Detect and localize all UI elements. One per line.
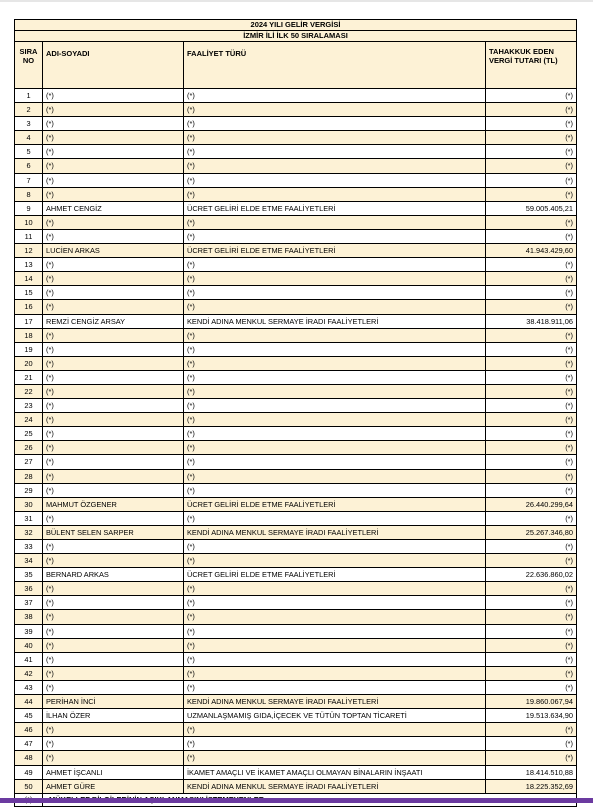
row-amount: (*) <box>565 598 573 608</box>
row-name: (*) <box>43 554 184 567</box>
row-name: (*) <box>43 89 184 102</box>
row-no: 12 <box>15 244 43 257</box>
row-no: 22 <box>15 385 43 398</box>
table-row <box>15 695 576 709</box>
row-no: 10 <box>15 216 43 229</box>
table-row <box>15 300 576 314</box>
row-no: 37 <box>15 596 43 609</box>
row-amount: (*) <box>565 161 573 171</box>
row-activity: (*) <box>184 159 486 172</box>
row-activity: (*) <box>184 329 486 342</box>
row-amount: (*) <box>565 753 573 763</box>
row-activity: (*) <box>184 286 486 299</box>
row-no: 30 <box>15 498 43 511</box>
row-amount: (*) <box>565 401 573 411</box>
table-header-row <box>15 42 576 89</box>
table-row <box>15 455 576 469</box>
row-activity: KENDİ ADINA MENKUL SERMAYE İRADI FAALİYETLERİ <box>184 526 486 539</box>
row-activity: (*) <box>184 540 486 553</box>
row-activity: (*) <box>184 103 486 116</box>
table-row <box>15 625 576 639</box>
row-name: LUCİEN ARKAS <box>43 244 184 257</box>
row-activity: (*) <box>184 216 486 229</box>
table-row <box>15 723 576 737</box>
row-no: 42 <box>15 667 43 680</box>
row-activity: (*) <box>184 484 486 497</box>
row-no: 48 <box>15 751 43 764</box>
row-amount: (*) <box>565 133 573 143</box>
row-amount: (*) <box>565 372 573 382</box>
row-name: AHMET CENGİZ <box>43 202 184 215</box>
row-no: 8 <box>15 188 43 201</box>
row-activity: KENDİ ADINA MENKUL SERMAYE İRADI FAALİYETLERİ <box>184 315 486 328</box>
row-name: (*) <box>43 300 184 313</box>
row-activity: (*) <box>184 188 486 201</box>
row-name: (*) <box>43 286 184 299</box>
row-no: 33 <box>15 540 43 553</box>
row-no: 25 <box>15 427 43 440</box>
header-vergi-tutari: TAHAKKUK EDEN VERGİ TUTARI (TL) <box>489 47 558 65</box>
row-no: 11 <box>15 230 43 243</box>
row-activity: (*) <box>184 230 486 243</box>
row-no: 6 <box>15 159 43 172</box>
table-row <box>15 667 576 681</box>
row-name: (*) <box>43 639 184 652</box>
row-no: 49 <box>15 766 43 779</box>
row-name: (*) <box>43 258 184 271</box>
row-name: (*) <box>43 667 184 680</box>
header-faaliyet-turu: FAALİYET TÜRÜ <box>184 42 486 88</box>
row-activity: (*) <box>184 117 486 130</box>
row-amount: (*) <box>565 415 573 425</box>
row-no: 35 <box>15 568 43 581</box>
row-amount: (*) <box>565 612 573 622</box>
row-name: (*) <box>43 188 184 201</box>
row-name: PERİHAN İNCİ <box>43 695 184 708</box>
row-name: AHMET GÜRE <box>43 780 184 793</box>
row-no: 23 <box>15 399 43 412</box>
row-activity: (*) <box>184 751 486 764</box>
row-name: (*) <box>43 484 184 497</box>
row-amount: (*) <box>565 542 573 551</box>
row-amount: (*) <box>565 668 573 678</box>
row-activity: (*) <box>184 723 486 736</box>
row-name: (*) <box>43 610 184 623</box>
row-activity: (*) <box>184 399 486 412</box>
table-row <box>15 258 576 272</box>
row-amount: (*) <box>565 147 573 157</box>
table-subtitle: İZMİR İLİ İLK 50 SIRALAMASI <box>15 31 576 42</box>
row-name: MAHMUT ÖZGENER <box>43 498 184 511</box>
table-row <box>15 751 576 765</box>
row-name: (*) <box>43 751 184 764</box>
row-name: (*) <box>43 117 184 130</box>
row-no: 16 <box>15 300 43 313</box>
table-row <box>15 470 576 484</box>
row-name: BERNARD ARKAS <box>43 568 184 581</box>
row-no: 17 <box>15 315 43 328</box>
row-no: 27 <box>15 455 43 468</box>
row-amount: 38.418.911,06 <box>526 316 573 326</box>
row-no: 28 <box>15 470 43 483</box>
row-activity: (*) <box>184 343 486 356</box>
row-activity: (*) <box>184 385 486 398</box>
row-no: 26 <box>15 441 43 454</box>
row-activity: (*) <box>184 174 486 187</box>
row-no: 38 <box>15 610 43 623</box>
row-name: (*) <box>43 145 184 158</box>
row-no: 50 <box>15 780 43 793</box>
table-row <box>15 441 576 455</box>
table-row <box>15 681 576 695</box>
row-name: (*) <box>43 540 184 553</box>
row-name: (*) <box>43 385 184 398</box>
row-amount: (*) <box>565 358 573 368</box>
row-amount: 26.440.299,64 <box>525 499 573 509</box>
row-activity: (*) <box>184 413 486 426</box>
row-no: 32 <box>15 526 43 539</box>
row-no: 46 <box>15 723 43 736</box>
row-name: (*) <box>43 455 184 468</box>
header-sira-no: SIRA NO <box>15 42 43 88</box>
table-row <box>15 427 576 441</box>
row-amount: (*) <box>565 443 573 453</box>
row-activity: (*) <box>184 371 486 384</box>
row-activity: (*) <box>184 667 486 680</box>
table-row <box>15 737 576 751</box>
row-activity: (*) <box>184 470 486 483</box>
table-row <box>15 413 576 427</box>
row-no: 13 <box>15 258 43 271</box>
row-amount: (*) <box>565 288 573 298</box>
table-row <box>15 145 576 159</box>
table-row <box>15 610 576 624</box>
row-no: 41 <box>15 653 43 666</box>
row-activity: (*) <box>184 681 486 694</box>
row-no: 24 <box>15 413 43 426</box>
table-row <box>15 371 576 385</box>
row-no: 44 <box>15 695 43 708</box>
table-row <box>15 498 576 512</box>
row-amount: (*) <box>565 485 573 495</box>
row-name: (*) <box>43 371 184 384</box>
row-name: (*) <box>43 159 184 172</box>
table-row <box>15 568 576 582</box>
row-activity: ÜCRET GELİRİ ELDE ETME FAALİYETLERİ <box>184 568 486 581</box>
table-row <box>15 540 576 554</box>
row-name: (*) <box>43 230 184 243</box>
row-activity: (*) <box>184 272 486 285</box>
table-row <box>15 766 576 780</box>
row-name: (*) <box>43 131 184 144</box>
row-no: 3 <box>15 117 43 130</box>
row-activity: (*) <box>184 89 486 102</box>
row-amount: (*) <box>565 471 573 481</box>
row-name: (*) <box>43 596 184 609</box>
table-row <box>15 512 576 526</box>
row-no: 15 <box>15 286 43 299</box>
row-amount: 25.267.346,80 <box>525 527 573 537</box>
row-amount: (*) <box>565 231 573 241</box>
row-name: İLHAN ÖZER <box>43 709 184 722</box>
row-name: (*) <box>43 399 184 412</box>
row-name: (*) <box>43 103 184 116</box>
row-amount: (*) <box>565 105 573 115</box>
row-name: (*) <box>43 737 184 750</box>
row-no: 34 <box>15 554 43 567</box>
row-amount: (*) <box>565 91 573 100</box>
row-activity: (*) <box>184 625 486 638</box>
table-row <box>15 639 576 653</box>
table-row <box>15 709 576 723</box>
row-activity: (*) <box>184 357 486 370</box>
table-row <box>15 526 576 540</box>
row-no: 36 <box>15 582 43 595</box>
row-name: (*) <box>43 174 184 187</box>
row-no: 40 <box>15 639 43 652</box>
row-name: (*) <box>43 681 184 694</box>
row-no: 29 <box>15 484 43 497</box>
table-row <box>15 131 576 145</box>
row-activity: (*) <box>184 639 486 652</box>
row-no: 31 <box>15 512 43 525</box>
table-row <box>15 554 576 568</box>
row-amount: (*) <box>565 513 573 523</box>
row-amount: 18.414.510,88 <box>525 767 573 777</box>
table-row <box>15 357 576 371</box>
table-title: 2024 YILI GELİR VERGİSİ <box>15 20 576 31</box>
row-amount: (*) <box>565 725 573 735</box>
row-activity: (*) <box>184 610 486 623</box>
table-body <box>15 89 576 794</box>
row-amount: 41.943.429,60 <box>525 246 573 256</box>
row-no: 47 <box>15 737 43 750</box>
row-amount: 19.860.067,94 <box>525 697 573 707</box>
table-row <box>15 244 576 258</box>
row-activity: ÜCRET GELİRİ ELDE ETME FAALİYETLERİ <box>184 498 486 511</box>
table-row <box>15 202 576 216</box>
row-name: (*) <box>43 343 184 356</box>
row-activity: (*) <box>184 596 486 609</box>
row-amount: (*) <box>565 556 573 566</box>
row-amount: (*) <box>565 739 573 749</box>
row-no: 21 <box>15 371 43 384</box>
table-row <box>15 188 576 202</box>
row-name: BÜLENT SELEN SARPER <box>43 526 184 539</box>
row-amount: 22.636.860,02 <box>525 570 573 580</box>
top-edge <box>0 0 593 2</box>
row-activity: (*) <box>184 258 486 271</box>
row-amount: (*) <box>565 386 573 396</box>
row-no: 1 <box>15 89 43 102</box>
row-amount: (*) <box>565 302 573 312</box>
row-activity: (*) <box>184 582 486 595</box>
row-amount: 59.005.405,21 <box>525 203 573 213</box>
row-amount: (*) <box>565 584 573 594</box>
row-no: 18 <box>15 329 43 342</box>
table-row <box>15 216 576 230</box>
table-row <box>15 89 576 103</box>
row-amount: 18.225.352,69 <box>525 781 573 791</box>
table-row <box>15 315 576 329</box>
row-name: AHMET İŞCANLI <box>43 766 184 779</box>
viewer-bottom-bar <box>0 798 593 803</box>
row-activity: KENDİ ADINA MENKUL SERMAYE İRADI FAALİYETLERİ <box>184 695 486 708</box>
header-adi-soyadi: ADI-SOYADI <box>43 42 184 88</box>
row-activity: (*) <box>184 455 486 468</box>
row-amount: (*) <box>565 217 573 227</box>
table-row <box>15 272 576 286</box>
row-activity: ÜCRET GELİRİ ELDE ETME FAALİYETLERİ <box>184 244 486 257</box>
row-no: 9 <box>15 202 43 215</box>
tax-ranking-table <box>14 19 577 807</box>
row-activity: (*) <box>184 441 486 454</box>
row-no: 14 <box>15 272 43 285</box>
row-amount: (*) <box>565 175 573 185</box>
table-row <box>15 343 576 357</box>
row-no: 2 <box>15 103 43 116</box>
row-name: (*) <box>43 723 184 736</box>
table-row <box>15 399 576 413</box>
row-amount: (*) <box>565 682 573 692</box>
row-name: (*) <box>43 272 184 285</box>
row-amount: (*) <box>565 457 573 467</box>
row-amount: (*) <box>565 640 573 650</box>
row-amount: (*) <box>565 189 573 199</box>
table-row <box>15 286 576 300</box>
row-activity: (*) <box>184 300 486 313</box>
row-amount: (*) <box>565 626 573 636</box>
row-activity: (*) <box>184 554 486 567</box>
table-row <box>15 174 576 188</box>
table-row <box>15 596 576 610</box>
row-name: (*) <box>43 216 184 229</box>
row-activity: (*) <box>184 512 486 525</box>
row-name: (*) <box>43 329 184 342</box>
row-name: (*) <box>43 357 184 370</box>
row-no: 20 <box>15 357 43 370</box>
row-name: (*) <box>43 413 184 426</box>
row-name: (*) <box>43 512 184 525</box>
table-row <box>15 329 576 343</box>
row-activity: İKAMET AMAÇLI VE İKAMET AMAÇLI OLMAYAN BİNALARIN İNŞAATI <box>184 766 486 779</box>
row-no: 4 <box>15 131 43 144</box>
row-no: 39 <box>15 625 43 638</box>
row-amount: (*) <box>565 344 573 354</box>
table-row <box>15 780 576 794</box>
row-name: (*) <box>43 653 184 666</box>
row-activity: ÜCRET GELİRİ ELDE ETME FAALİYETLERİ <box>184 202 486 215</box>
row-no: 45 <box>15 709 43 722</box>
row-activity: UZMANLAŞMAMIŞ GIDA,İÇECEK VE TÜTÜN TOPTAN TİCARETİ <box>184 709 486 722</box>
table-row <box>15 582 576 596</box>
row-amount: (*) <box>565 429 573 439</box>
row-activity: (*) <box>184 737 486 750</box>
table-row <box>15 484 576 498</box>
row-amount: 19.513.634,90 <box>525 711 573 721</box>
row-name: REMZİ CENGİZ ARSAY <box>43 315 184 328</box>
row-name: (*) <box>43 427 184 440</box>
row-no: 5 <box>15 145 43 158</box>
table-row <box>15 653 576 667</box>
row-amount: (*) <box>565 654 573 664</box>
row-amount: (*) <box>565 260 573 270</box>
row-activity: (*) <box>184 145 486 158</box>
table-row <box>15 159 576 173</box>
table-row <box>15 117 576 131</box>
row-activity: KENDİ ADINA MENKUL SERMAYE İRADI FAALİYETLERİ <box>184 780 486 793</box>
row-amount: (*) <box>565 330 573 340</box>
row-amount: (*) <box>565 274 573 284</box>
table-row <box>15 385 576 399</box>
row-name: (*) <box>43 582 184 595</box>
row-activity: (*) <box>184 427 486 440</box>
row-no: 7 <box>15 174 43 187</box>
row-name: (*) <box>43 625 184 638</box>
row-amount: (*) <box>565 119 573 129</box>
row-activity: (*) <box>184 653 486 666</box>
row-no: 43 <box>15 681 43 694</box>
table-row <box>15 230 576 244</box>
row-no: 19 <box>15 343 43 356</box>
row-activity: (*) <box>184 131 486 144</box>
table-row <box>15 103 576 117</box>
row-name: (*) <box>43 470 184 483</box>
row-name: (*) <box>43 441 184 454</box>
